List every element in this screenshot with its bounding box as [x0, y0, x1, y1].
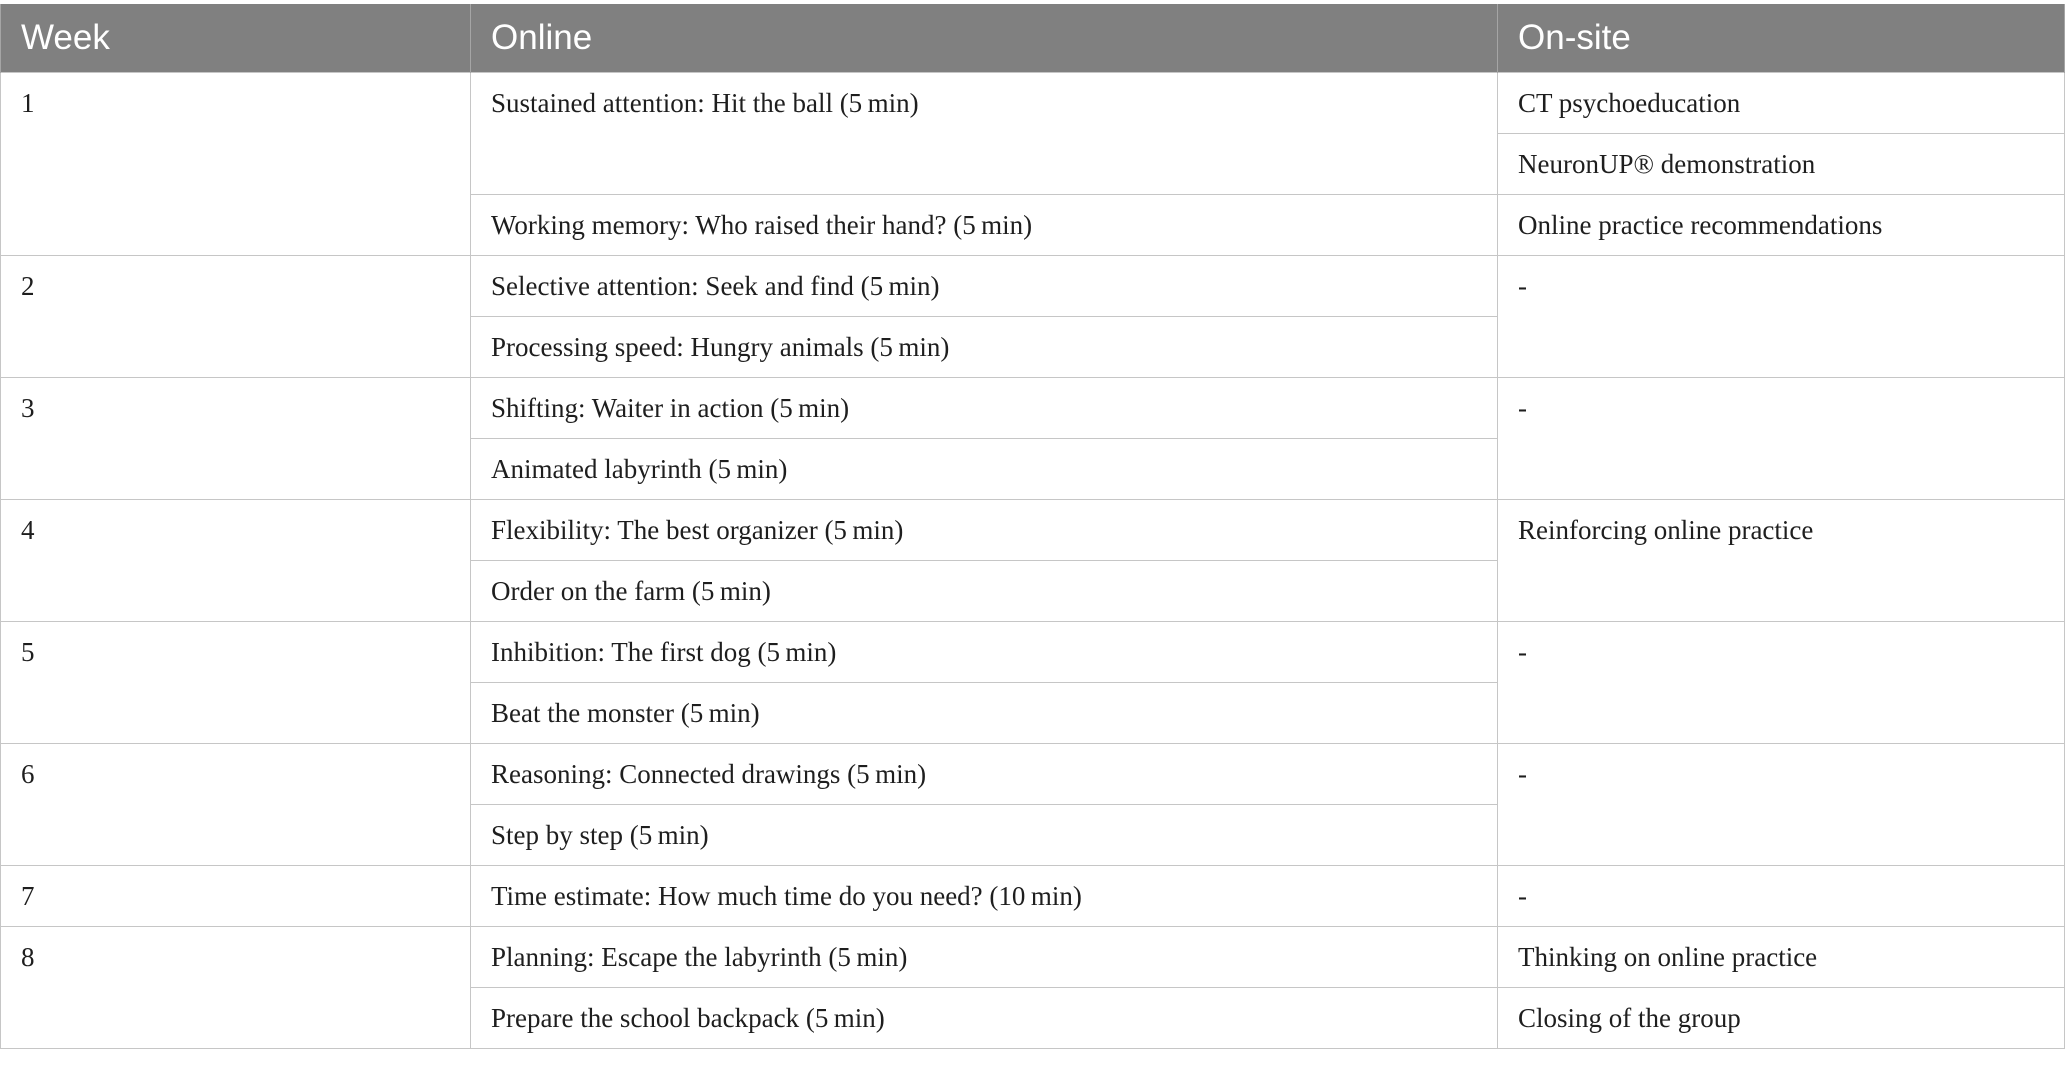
online-cell: Order on the farm (5 min)	[471, 561, 1498, 622]
header-week: Week	[1, 4, 471, 73]
onsite-cell: Reinforcing online practice	[1498, 500, 2065, 622]
onsite-cell: Online practice recommendations	[1498, 195, 2065, 256]
week-cell: 4	[1, 500, 471, 622]
table-row	[1, 744, 2065, 805]
onsite-cell: -	[1498, 256, 2065, 378]
onsite-cell: NeuronUP® demonstration	[1498, 134, 2065, 195]
onsite-cell: Closing of the group	[1498, 988, 2065, 1049]
online-cell: Working memory: Who raised their hand? (5 min)	[471, 195, 1498, 256]
onsite-cell: -	[1498, 378, 2065, 500]
online-cell: Prepare the school backpack (5 min)	[471, 988, 1498, 1049]
online-cell: Beat the monster (5 min)	[471, 683, 1498, 744]
online-cell: Flexibility: The best organizer (5 min)	[471, 500, 1498, 561]
online-cell: Selective attention: Seek and find (5 min)	[471, 256, 1498, 317]
online-cell: Reasoning: Connected drawings (5 min)	[471, 744, 1498, 805]
table-row	[1, 500, 2065, 561]
online-cell: Processing speed: Hungry animals (5 min)	[471, 317, 1498, 378]
week-cell: 1	[1, 73, 471, 256]
header-online: Online	[471, 4, 1498, 73]
week-cell: 5	[1, 622, 471, 744]
online-cell: Inhibition: The first dog (5 min)	[471, 622, 1498, 683]
week-cell: 3	[1, 378, 471, 500]
header-onsite: On-site	[1498, 4, 2065, 73]
header-row	[1, 4, 2065, 73]
table-row	[1, 73, 2065, 134]
week-cell: 2	[1, 256, 471, 378]
week-cell: 6	[1, 744, 471, 866]
onsite-cell: Thinking on online practice	[1498, 927, 2065, 988]
table-row	[1, 866, 2065, 927]
onsite-cell: CT psychoeducation	[1498, 73, 2065, 134]
online-cell: Planning: Escape the labyrinth (5 min)	[471, 927, 1498, 988]
online-cell: Sustained attention: Hit the ball (5 min)	[471, 73, 1498, 195]
online-cell: Animated labyrinth (5 min)	[471, 439, 1498, 500]
program-table	[0, 4, 2065, 1049]
onsite-cell: -	[1498, 744, 2065, 866]
week-cell: 7	[1, 866, 471, 927]
online-cell: Step by step (5 min)	[471, 805, 1498, 866]
table-row	[1, 378, 2065, 439]
table-row	[1, 927, 2065, 988]
online-cell: Shifting: Waiter in action (5 min)	[471, 378, 1498, 439]
table-row	[1, 622, 2065, 683]
onsite-cell: -	[1498, 866, 2065, 927]
table-row	[1, 256, 2065, 317]
week-cell: 8	[1, 927, 471, 1049]
online-cell: Time estimate: How much time do you need? (10 min)	[471, 866, 1498, 927]
onsite-cell: -	[1498, 622, 2065, 744]
